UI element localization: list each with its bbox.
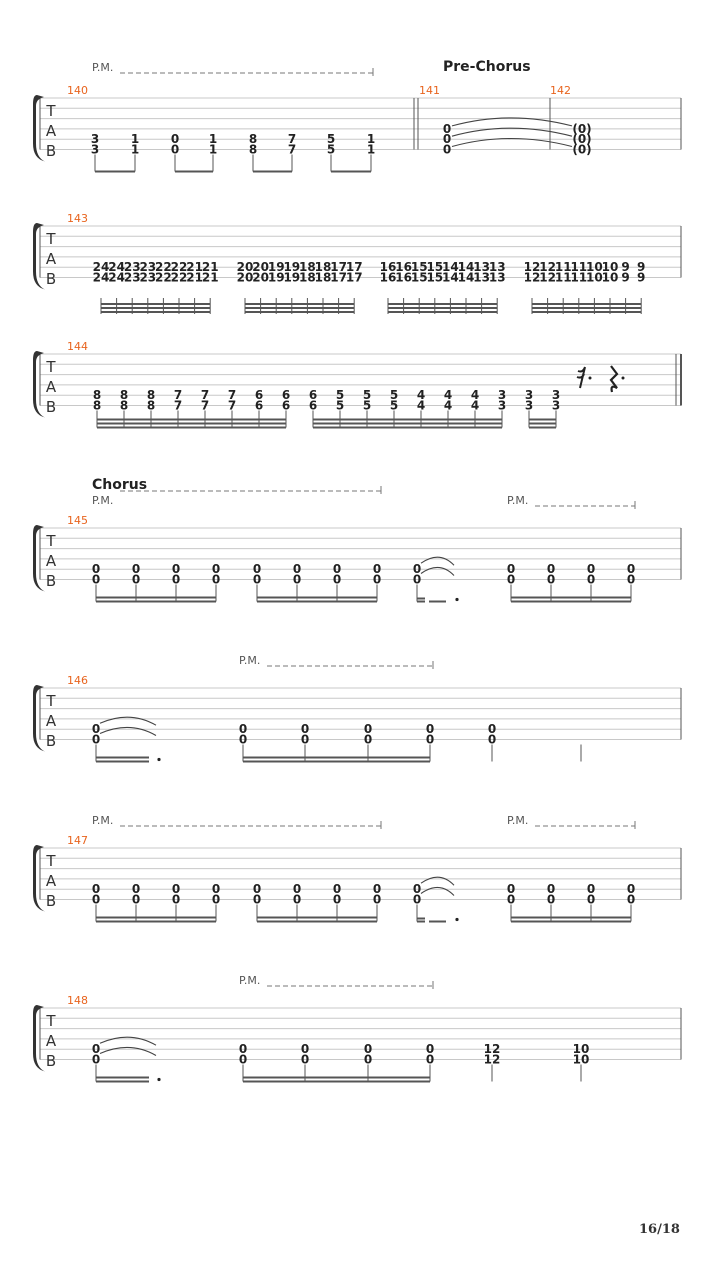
brace-icon <box>33 351 45 418</box>
tab-system <box>33 59 681 172</box>
fret-number: 24 <box>108 260 125 275</box>
fret-number: 1 <box>130 142 140 157</box>
rest-dot <box>589 377 592 380</box>
rest-stroke <box>611 366 617 392</box>
fret-number: 3 <box>551 398 561 413</box>
augmentation-dot <box>455 918 458 921</box>
fret-number: 0 <box>372 572 382 587</box>
tab-system <box>33 974 681 1082</box>
fret-number: 3 <box>551 388 561 403</box>
measure-number: 146 <box>67 674 88 687</box>
fret-number: 7 <box>173 398 183 413</box>
fret-number: 22 <box>170 260 188 275</box>
fret-number: 7 <box>200 398 210 413</box>
fret-number: 20 <box>252 270 269 285</box>
fret-number: 14 <box>457 270 475 285</box>
fret-number: 0 <box>425 1052 435 1067</box>
tab-clef-b: B <box>45 572 57 590</box>
fret-number: 0 <box>211 882 221 897</box>
fret-number: 9 <box>637 260 646 275</box>
fret-number: 0 <box>300 732 310 747</box>
fret-number: 23 <box>139 260 157 275</box>
fret-number: 0 <box>252 562 262 577</box>
brace-icon <box>33 525 45 592</box>
fret-number: 3 <box>524 388 534 403</box>
fret-number: 0 <box>238 1052 248 1067</box>
fret-number: 0 <box>211 562 221 577</box>
tab-clef-icon <box>45 358 56 416</box>
fret-number: 7 <box>287 132 297 147</box>
tab-clef-t: T <box>46 230 56 248</box>
fret-number: (0) <box>572 132 592 147</box>
fret-number: 23 <box>123 270 141 285</box>
fret-number: 19 <box>283 260 301 275</box>
fret-number: 0 <box>170 132 180 147</box>
fret-number: 13 <box>488 260 506 275</box>
fret-number: 6 <box>281 398 291 413</box>
fret-number: 0 <box>91 722 101 737</box>
fret-number: 19 <box>267 260 285 275</box>
fret-number: 24 <box>108 270 125 285</box>
fret-number: 0 <box>546 892 556 907</box>
fret-number: 17 <box>345 270 363 285</box>
fret-number: 0 <box>372 562 382 577</box>
fret-number: 0 <box>626 882 636 897</box>
fret-number: 8 <box>119 388 129 403</box>
fret-number: 0 <box>586 892 596 907</box>
fret-number: 20 <box>236 270 254 285</box>
fret-number: 15 <box>410 270 428 285</box>
augmentation-dot <box>455 598 458 601</box>
fret-number: 18 <box>299 270 316 285</box>
fret-number: 19 <box>267 270 285 285</box>
fret-number: 23 <box>139 270 157 285</box>
fret-number: 17 <box>330 260 347 275</box>
fret-number: 0 <box>546 572 556 587</box>
fret-number: 22 <box>155 270 172 285</box>
fret-number: 0 <box>546 562 556 577</box>
fret-number: 10 <box>586 270 603 285</box>
fret-number: 0 <box>131 882 141 897</box>
tab-clef-t: T <box>46 102 56 120</box>
fret-number: 0 <box>425 732 435 747</box>
fret-number: 23 <box>123 260 141 275</box>
fret-number: 7 <box>173 388 183 403</box>
fret-number: 0 <box>252 882 262 897</box>
fret-number: 18 <box>314 260 332 275</box>
fret-number: 0 <box>442 132 452 147</box>
fret-number: 0 <box>372 892 382 907</box>
fret-number: 0 <box>292 882 302 897</box>
fret-number: 21 <box>201 270 219 285</box>
fret-number: 7 <box>227 398 237 413</box>
fret-number: 0 <box>487 732 497 747</box>
tab-system <box>33 212 681 314</box>
tab-clef-t: T <box>46 532 56 550</box>
fret-number: 8 <box>92 388 102 403</box>
tab-clef-a: A <box>45 1032 57 1050</box>
brace-icon <box>33 223 45 290</box>
tab-clef-t: T <box>46 852 56 870</box>
brace-icon <box>33 95 45 162</box>
fret-number: 0 <box>363 732 373 747</box>
fret-number: 0 <box>363 722 373 737</box>
tab-clef-a: A <box>45 552 57 570</box>
fret-number: 0 <box>506 572 516 587</box>
fret-number: 24 <box>92 270 110 285</box>
fret-number: 11 <box>554 260 572 275</box>
tab-system <box>33 340 681 428</box>
fret-number: 0 <box>586 572 596 587</box>
tab-clef-t: T <box>46 358 56 376</box>
fret-number: 24 <box>92 260 110 275</box>
fret-number: 15 <box>426 260 444 275</box>
fret-number: 9 <box>621 270 630 285</box>
tab-clef-a: A <box>45 378 57 396</box>
fret-number: 8 <box>146 388 156 403</box>
fret-number: 18 <box>314 270 332 285</box>
fret-number: 14 <box>442 260 459 275</box>
fret-number: 6 <box>308 388 318 403</box>
fret-number: 18 <box>299 260 316 275</box>
fret-number: 0 <box>91 562 101 577</box>
fret-number: 1 <box>208 132 218 147</box>
tab-clef-icon <box>45 852 56 910</box>
fret-number: (0) <box>572 142 592 157</box>
palm-mute-label: P.M. <box>507 494 529 507</box>
fret-number: 7 <box>287 142 297 157</box>
fret-number: 7 <box>227 388 237 403</box>
tab-clef-t: T <box>46 1012 56 1030</box>
fret-number: 9 <box>637 270 646 285</box>
fret-number: 0 <box>91 1042 101 1057</box>
tab-clef-icon <box>45 532 56 590</box>
fret-number: 0 <box>252 892 262 907</box>
tab-clef-b: B <box>45 270 57 288</box>
tie-arc-icon <box>100 717 156 725</box>
fret-number: 0 <box>586 562 596 577</box>
section-label: Chorus <box>92 477 148 493</box>
fret-number: 3 <box>90 132 100 147</box>
brace-icon <box>33 1005 45 1072</box>
fret-number: 5 <box>362 388 372 403</box>
tab-clef-b: B <box>45 892 57 910</box>
fret-number: 4 <box>416 388 426 403</box>
fret-number: 0 <box>91 732 101 747</box>
fret-number: 0 <box>171 882 181 897</box>
fret-number: 0 <box>292 562 302 577</box>
measure-number: 145 <box>67 514 88 527</box>
tab-clef-icon <box>45 692 56 750</box>
fret-number: 0 <box>586 882 596 897</box>
measure-number: 140 <box>67 84 88 97</box>
fret-number: 0 <box>412 892 422 907</box>
brace-icon <box>33 685 45 752</box>
fret-number: 11 <box>570 260 588 275</box>
quarter-rest-icon <box>611 366 625 392</box>
fret-number: 0 <box>211 892 221 907</box>
tab-clef-b: B <box>45 398 57 416</box>
fret-number: 0 <box>238 722 248 737</box>
fret-number: 0 <box>626 562 636 577</box>
palm-mute-label: P.M. <box>92 494 114 507</box>
tab-clef-a: A <box>45 872 57 890</box>
fret-number: 0 <box>626 892 636 907</box>
fret-number: 22 <box>170 270 188 285</box>
fret-number: 5 <box>362 398 372 413</box>
fret-number: 20 <box>236 260 254 275</box>
fret-number: 21 <box>186 260 203 275</box>
measure-number: 142 <box>550 84 571 97</box>
fret-number: 0 <box>300 1052 310 1067</box>
tie-arc-icon <box>100 1037 156 1045</box>
fret-number: 3 <box>497 388 507 403</box>
tie-arc-icon <box>421 887 454 895</box>
fret-number: 0 <box>363 1052 373 1067</box>
fret-number: 21 <box>201 260 219 275</box>
fret-number: 19 <box>283 270 301 285</box>
fret-number: 13 <box>473 270 490 285</box>
fret-number: 0 <box>131 892 141 907</box>
fret-number: 1 <box>366 132 376 147</box>
fret-number: 5 <box>326 142 336 157</box>
measure-number: 143 <box>67 212 88 225</box>
tab-clef-icon <box>45 1012 56 1070</box>
rest-dot <box>622 377 625 380</box>
fret-number: 10 <box>601 270 619 285</box>
palm-mute-label: P.M. <box>239 654 261 667</box>
fret-number: 0 <box>292 572 302 587</box>
fret-number: 14 <box>442 270 459 285</box>
fret-number: 0 <box>332 882 342 897</box>
fret-number: 7 <box>200 388 210 403</box>
fret-number: 12 <box>523 270 541 285</box>
fret-number: 0 <box>91 572 101 587</box>
tab-clef-b: B <box>45 1052 57 1070</box>
fret-number: 15 <box>426 270 444 285</box>
fret-number: 0 <box>372 882 382 897</box>
measure-number: 144 <box>67 340 88 353</box>
fret-number: 0 <box>626 572 636 587</box>
fret-number: 0 <box>300 1042 310 1057</box>
fret-number: 17 <box>330 270 347 285</box>
fret-number: 12 <box>539 260 556 275</box>
fret-number: 12 <box>523 260 541 275</box>
fret-number: 0 <box>252 572 262 587</box>
tab-clef-a: A <box>45 122 57 140</box>
fret-number: 11 <box>570 270 588 285</box>
measure-number: 148 <box>67 994 88 1007</box>
tie-arc-icon <box>421 877 454 885</box>
fret-number: 6 <box>254 388 264 403</box>
fret-number: 4 <box>470 388 480 403</box>
fret-number: 12 <box>539 270 556 285</box>
fret-number: 0 <box>442 142 452 157</box>
fret-number: 8 <box>119 398 129 413</box>
tab-clef-b: B <box>45 142 57 160</box>
augmentation-dot <box>157 758 160 761</box>
fret-number: 0 <box>412 562 422 577</box>
fret-number: 0 <box>131 562 141 577</box>
tie-arc-icon <box>100 727 156 735</box>
palm-mute-label: P.M. <box>507 814 529 827</box>
fret-number: 0 <box>363 1042 373 1057</box>
fret-number: 8 <box>248 142 258 157</box>
fret-number: 5 <box>335 388 345 403</box>
fret-number: 0 <box>238 1042 248 1057</box>
fret-number: 12 <box>483 1052 501 1067</box>
measure-number: 141 <box>419 84 440 97</box>
tab-system <box>33 654 681 762</box>
fret-number: 0 <box>506 562 516 577</box>
fret-number: 3 <box>90 142 100 157</box>
tab-clef-b: B <box>45 732 57 750</box>
fret-number: 0 <box>332 572 342 587</box>
tab-clef-icon <box>45 230 56 288</box>
fret-number: 0 <box>412 572 422 587</box>
fret-number: 16 <box>395 260 412 275</box>
fret-number: 6 <box>281 388 291 403</box>
fret-number: 9 <box>621 260 630 275</box>
fret-number: 8 <box>248 132 258 147</box>
fret-number: 10 <box>586 260 603 275</box>
tab-clef-icon <box>45 102 56 160</box>
brace-icon <box>33 845 45 912</box>
fret-number: 8 <box>92 398 102 413</box>
palm-mute-label: P.M. <box>92 61 114 74</box>
fret-number: 4 <box>470 398 480 413</box>
fret-number: 5 <box>389 388 399 403</box>
fret-number: 0 <box>425 722 435 737</box>
fret-number: 5 <box>326 132 336 147</box>
fret-number: 0 <box>487 722 497 737</box>
fret-number: 0 <box>170 142 180 157</box>
fret-number: 0 <box>506 892 516 907</box>
fret-number: 16 <box>395 270 412 285</box>
fret-number: 13 <box>488 270 506 285</box>
fret-number: 22 <box>155 260 172 275</box>
fret-number: 4 <box>443 388 453 403</box>
fret-number: 0 <box>546 882 556 897</box>
fret-number: 17 <box>345 260 363 275</box>
tie-arc-icon <box>100 1047 156 1055</box>
fret-number: 0 <box>131 572 141 587</box>
fret-number: 0 <box>332 562 342 577</box>
fret-number: 0 <box>332 892 342 907</box>
fret-number: 10 <box>601 260 619 275</box>
fret-number: 11 <box>554 270 572 285</box>
tab-clef-a: A <box>45 712 57 730</box>
fret-number: 6 <box>308 398 318 413</box>
fret-number: 1 <box>130 132 140 147</box>
fret-number: 0 <box>211 572 221 587</box>
fret-number: 0 <box>171 892 181 907</box>
fret-number: 5 <box>335 398 345 413</box>
palm-mute-label: P.M. <box>239 974 261 987</box>
fret-number: 16 <box>379 260 397 275</box>
palm-mute-label: P.M. <box>92 814 114 827</box>
fret-number: 4 <box>443 398 453 413</box>
tie-arc-icon <box>421 557 454 565</box>
fret-number: 10 <box>572 1052 590 1067</box>
fret-number: 1 <box>208 142 218 157</box>
tab-system <box>33 814 681 922</box>
fret-number: 0 <box>238 732 248 747</box>
fret-number: 4 <box>416 398 426 413</box>
measure-number: 147 <box>67 834 88 847</box>
fret-number: 0 <box>171 562 181 577</box>
fret-number: 0 <box>91 892 101 907</box>
fret-number: 3 <box>497 398 507 413</box>
fret-number: (0) <box>572 121 592 136</box>
fret-number: 3 <box>524 398 534 413</box>
fret-number: 14 <box>457 260 475 275</box>
fret-number: 0 <box>425 1042 435 1057</box>
fret-number: 13 <box>473 260 490 275</box>
fret-number: 16 <box>379 270 397 285</box>
section-label: Pre-Chorus <box>443 59 531 75</box>
augmentation-dot <box>157 1078 160 1081</box>
page-number: 16/18 <box>639 1222 680 1237</box>
fret-number: 21 <box>186 270 203 285</box>
fret-number: 20 <box>252 260 269 275</box>
fret-number: 8 <box>146 398 156 413</box>
fret-number: 1 <box>366 142 376 157</box>
fret-number: 0 <box>506 882 516 897</box>
tab-system <box>33 477 681 602</box>
fret-number: 0 <box>91 882 101 897</box>
fret-number: 0 <box>171 572 181 587</box>
fret-number: 0 <box>442 121 452 136</box>
tab-clef-t: T <box>46 692 56 710</box>
fret-number: 0 <box>412 882 422 897</box>
fret-number: 0 <box>300 722 310 737</box>
fret-number: 6 <box>254 398 264 413</box>
fret-number: 10 <box>572 1042 590 1057</box>
tab-clef-a: A <box>45 250 57 268</box>
tie-arc-icon <box>421 567 454 575</box>
fret-number: 12 <box>483 1042 501 1057</box>
fret-number: 0 <box>91 1052 101 1067</box>
fret-number: 15 <box>410 260 428 275</box>
fret-number: 0 <box>292 892 302 907</box>
fret-number: 5 <box>389 398 399 413</box>
